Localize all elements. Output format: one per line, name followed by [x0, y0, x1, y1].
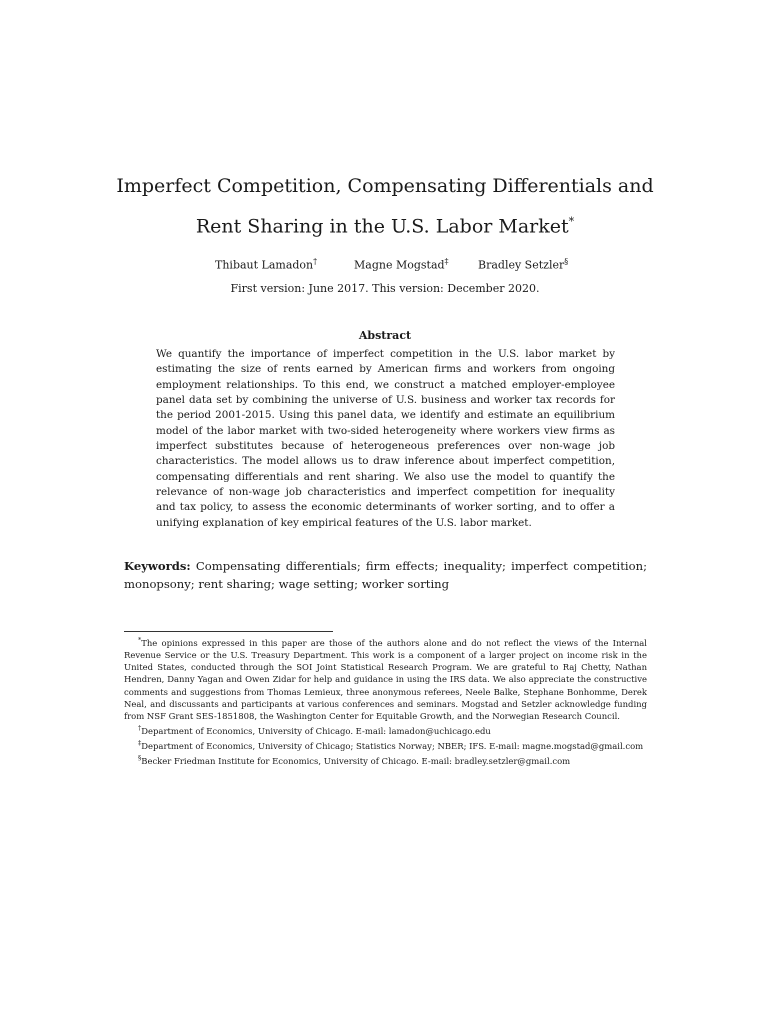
- keywords: [124, 557, 647, 593]
- keywords-text: Compensating differentials; firm effects; inequality; imperfect competition; monopsony; rent sharing; wage setting; worker sorting: [124, 559, 647, 591]
- footnote-mark: ‡: [138, 739, 142, 748]
- footnote-text: Becker Friedman Institute for Economics, University of Chicago. E-mail: bradley.setzler@gmail.com: [141, 756, 571, 767]
- title-line-2: [60, 204, 710, 244]
- author-lamadon: [215, 257, 317, 272]
- abstract-heading: Abstract: [358, 329, 412, 342]
- footnote-text: Department of Economics, University of Chicago. E-mail: lamadon@uchicago.edu: [141, 726, 491, 737]
- title-line-1: Imperfect Competition, Compensating Differentials and: [116, 175, 654, 197]
- title-footnote-mark: *: [568, 215, 575, 228]
- author-mogstad: [354, 257, 449, 272]
- footnote-mark: *: [138, 636, 142, 644]
- footnote-mogstad: [124, 737, 647, 752]
- footnote-text: Department of Economics, University of Chicago; Statistics Norway; NBER; IFS. E-mail: magne.mogstad@gmail.com: [141, 741, 644, 752]
- footnote-mark: §: [138, 754, 142, 763]
- footnote-acknowledgements: [124, 634, 647, 722]
- author-footnote-mark: ‡: [444, 257, 449, 266]
- title-line-2-text: Rent Sharing in the U.S. Labor Market: [195, 215, 569, 238]
- version-dates: First version: June 2017. This version: December 2020.: [230, 282, 540, 295]
- keywords-label: Keywords:: [124, 559, 191, 573]
- author-name: Thibaut Lamadon: [215, 258, 314, 272]
- footnote-lamadon: [124, 722, 647, 737]
- footnote-mark: †: [138, 724, 142, 733]
- author-name: Bradley Setzler: [478, 258, 565, 272]
- footnote-text: The opinions expressed in this paper are those of the authors alone and do not reflect the views of the Internal Revenue Service or the U.S. Treasury Department. This work is a component of a larger project on income risk in the United States, conducted through the SOI Joint Statistical Research Program. We are grateful to Raj Chetty, Nathan Hendren, Danny Yagan and Owen Zidar for help and guidance in using the IRS data. We also appreciate the constructive comments and suggestions from Thomas Lemieux, three anonymous referees, Neele Balke, Stephane Bonhomme, Derek Neal, and discussants and participants at various conferences and seminars. Mogstad and Setzler acknowledge funding from NSF Grant SES-1851808, the Washington Center for Equitable Growth, and the Norwegian Research Council.: [124, 637, 647, 722]
- paper-title: [60, 168, 710, 244]
- author-list: [0, 257, 770, 277]
- author-footnote-mark: §: [564, 257, 569, 266]
- footnote-setzler: [124, 752, 647, 767]
- author-name: Magne Mogstad: [354, 258, 445, 272]
- abstract-body: We quantify the importance of imperfect competition in the U.S. labor market by estimating the size of rents earned by American firms and workers from ongoing employment relationships. To this end, we construct a matched employer-employee panel data set by combining the universe of U.S. business and worker tax records for the period 2001-2015. Using this panel data, we identify and estimate an equilibrium model of the labor market with two-sided heterogeneity where workers view firms as imperfect substitutes because of heterogeneous preferences over non-wage job characteristics. The model allows us to draw inference about imperfect competition, compensating differentials and rent sharing. We also use the model to quantify the relevance of non-wage job characteristics and imperfect competition for inequality and tax policy, to assess the economic determinants of worker sorting, and to offer a unifying explanation of key empirical features of the U.S. labor market.: [156, 348, 615, 529]
- footnotes: [124, 634, 647, 767]
- author-footnote-mark: †: [313, 257, 318, 266]
- author-setzler: [478, 257, 568, 272]
- footnote-rule: [124, 631, 333, 632]
